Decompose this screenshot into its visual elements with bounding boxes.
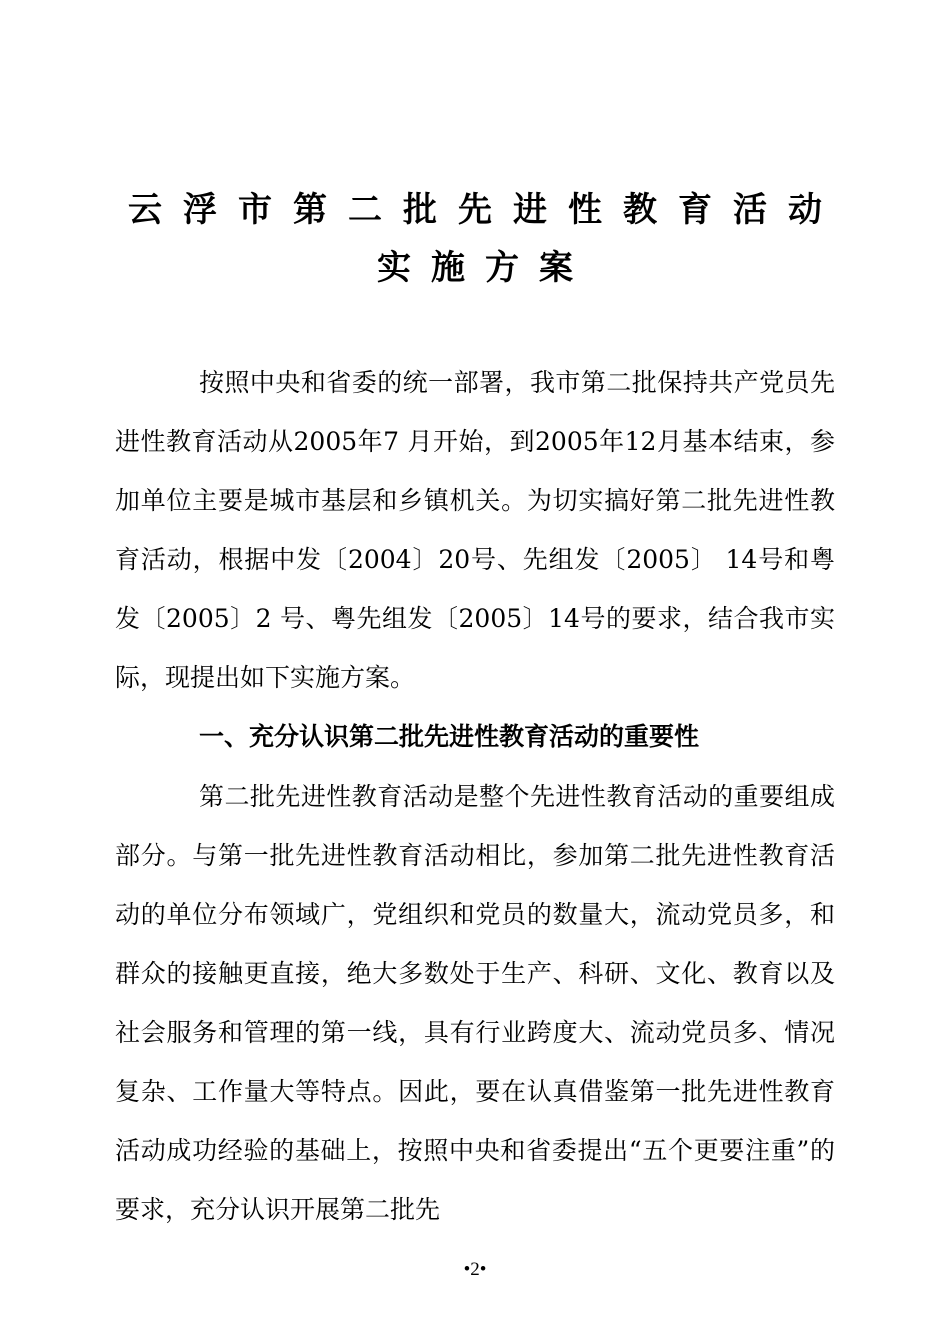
- document-title-line2: 实施方案: [377, 248, 593, 288]
- section-heading: 一、充分认识第二批先进性教育活动的重要性: [199, 722, 700, 751]
- page-number: •2•: [463, 1259, 487, 1280]
- intro-paragraph: 按照中央和省委的统一部署，我市第二批保持共产党员先进性教育活动从2005年7 月开始，到2005年12月基本结束，参加单位主要是城市基层和乡镇机关。为切实搞好第二批先进性教育活动，根据中发〔2004〕20号、先组发〔2005〕 14号和粤发〔2005〕2 号、粤先组发〔2005〕14号的要求，结合我市实际，现提出如下实施方案。: [115, 368, 835, 692]
- body-paragraph: 第二批先进性教育活动是整个先进性教育活动的重要组成部分。与第一批先进性教育活动相比，参加第二批先进性教育活动的单位分布领域广，党组织和党员的数量大，流动党员多，和群众的接触更直接，绝大多数处于生产、科研、文化、教育以及社会服务和管理的第一线，具有行业跨度大、流动党员多、情况复杂、工作量大等特点。因此，要在认真借鉴第一批先进性教育活动成功经验的基础上，按照中央和省委提出“五个更要注重”的要求，充分认识开展第二批先: [115, 782, 835, 1224]
- document-title-line1: 云浮市第二批先进性教育活动: [128, 190, 843, 230]
